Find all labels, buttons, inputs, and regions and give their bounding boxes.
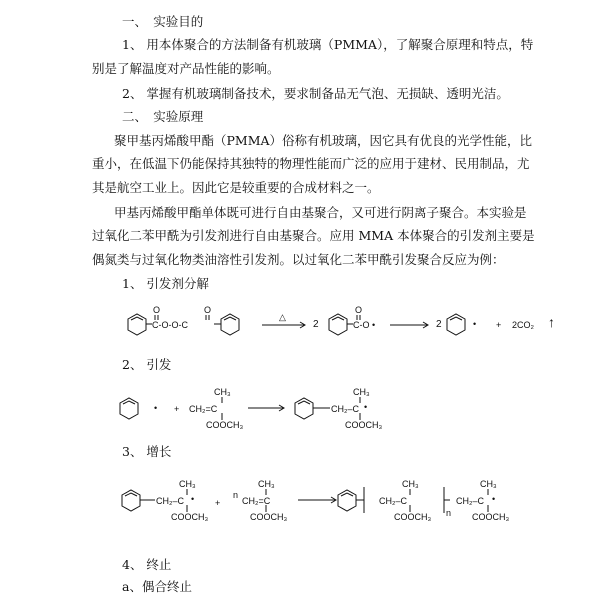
termination-sub-a: a、偶合终止: [122, 579, 192, 594]
coefficient-2b: 2: [436, 319, 442, 330]
step-heading-decomposition: 1、 引发剂分解: [122, 276, 209, 291]
chain-end-ch3: CH₃: [480, 479, 497, 489]
repeat-count-n: n: [446, 508, 452, 518]
step-heading-initiation: 2、 引发: [122, 357, 172, 372]
principle-para-1-line-1: 聚甲基丙烯酸甲酯（PMMA）俗称有机玻璃，因它具有优良的光学性能，比: [114, 133, 533, 148]
section-heading-principle: 二、 实验原理: [122, 109, 204, 124]
reaction-arrow-2: [390, 322, 428, 328]
benzene-ring-1: [128, 314, 146, 335]
product-radical-dot: •: [364, 402, 368, 412]
growing-radical-ch2c: CH₂–C: [156, 496, 184, 506]
growing-radical-ch3: CH₃: [179, 479, 196, 489]
product-ch2c-label: CH₂–C: [331, 404, 359, 414]
section-heading-purpose: 一、 实验目的: [122, 14, 204, 29]
growing-radical-dot: •: [191, 494, 195, 504]
benzene-ring-3: [329, 314, 347, 335]
benzene-ring-2: [221, 314, 239, 335]
mma-ch2c-label: CH₂=C: [189, 404, 218, 414]
heat-symbol: △: [279, 312, 286, 322]
principle-para-2-line-2: 过氧化二苯甲酰为引发剂进行自由基聚合。应用 MMA 本体聚合的引发剂主要是: [92, 228, 535, 243]
carbonyl-o-label-1: O: [153, 305, 161, 315]
chain-end-ch2c: CH₂–C: [456, 496, 484, 506]
phenyl-radical-dot-2: •: [154, 403, 158, 413]
polymer-unit-cooch3: COOCH₃: [394, 512, 432, 522]
reaction-arrow-1: [262, 322, 305, 328]
benzene-ring-7: [122, 490, 140, 511]
polymer-unit-ch3: CH₃: [402, 479, 419, 489]
purpose-item-2: 2、 掌握有机玻璃制备技术，要求制备品无气泡、无损缺、透明光洁。: [122, 86, 509, 101]
product-ch3-label: CH₃: [353, 387, 370, 397]
purpose-item-1-line-2: 别是了解温度对产品性能的影响。: [92, 61, 280, 76]
polymer-unit-ch2c: CH₂–C: [379, 496, 407, 506]
reaction-arrow-4: [298, 497, 336, 503]
purpose-item-1-line-1: 1、 用本体聚合的方法制备有机玻璃（PMMA），了解聚合原理和特点，特: [122, 37, 534, 52]
mma-ch3-label: CH₃: [214, 387, 231, 397]
step-heading-propagation: 3、 增长: [122, 444, 172, 459]
benzene-ring-8: [338, 490, 356, 511]
step-heading-termination: 4、 终止: [122, 557, 172, 572]
bpo-peroxide-label: C-O-O-C: [152, 320, 188, 330]
monomer-ch2c: CH₂=C: [242, 496, 271, 506]
principle-para-2-line-1: 甲基丙烯酸甲酯单体既可进行自由基聚合，又可进行阴离子聚合。本实验是: [114, 205, 527, 220]
gas-arrow: ↑: [548, 314, 555, 330]
plus-sign-2: +: [174, 404, 180, 414]
benzoyloxy-radical-label: C-O •: [353, 320, 376, 330]
growing-radical-cooch3: COOCH₃: [171, 512, 209, 522]
plus-sign-3: +: [215, 498, 221, 508]
principle-para-2-line-3: 偶氮类与过氧化物类油溶性引发剂。以过氧化二苯甲酰引发聚合反应为例：: [92, 252, 505, 267]
chain-end-cooch3: COOCH₃: [472, 512, 510, 522]
co2-label: 2CO₂: [512, 320, 534, 330]
monomer-cooch3: COOCH₃: [250, 512, 288, 522]
plus-sign-1: +: [496, 320, 502, 330]
benzene-ring-4: [447, 314, 465, 335]
coefficient-2a: 2: [313, 319, 319, 330]
carbonyl-o-label-2: O: [204, 305, 212, 315]
principle-para-1-line-3: 其是航空工业上。因此它是较重要的合成材料之一。: [92, 180, 380, 195]
chain-end-radical-dot: •: [492, 494, 496, 504]
mma-cooch3-label: COOCH₃: [206, 420, 244, 430]
phenyl-radical-dot: •: [473, 319, 477, 329]
benzene-ring-6: [295, 398, 313, 419]
monomer-ch3: CH₃: [258, 479, 275, 489]
principle-para-1-line-2: 重小，在低温下仍能保持其独特的物理性能而广泛的应用于建材、民用制品，尤: [92, 156, 530, 171]
reaction-arrow-3: [248, 405, 284, 411]
benzene-ring-5: [120, 398, 138, 419]
monomer-count-n: n: [233, 490, 239, 500]
product-cooch3-label: COOCH₃: [345, 420, 383, 430]
carbonyl-o-label-3: O: [355, 305, 363, 315]
